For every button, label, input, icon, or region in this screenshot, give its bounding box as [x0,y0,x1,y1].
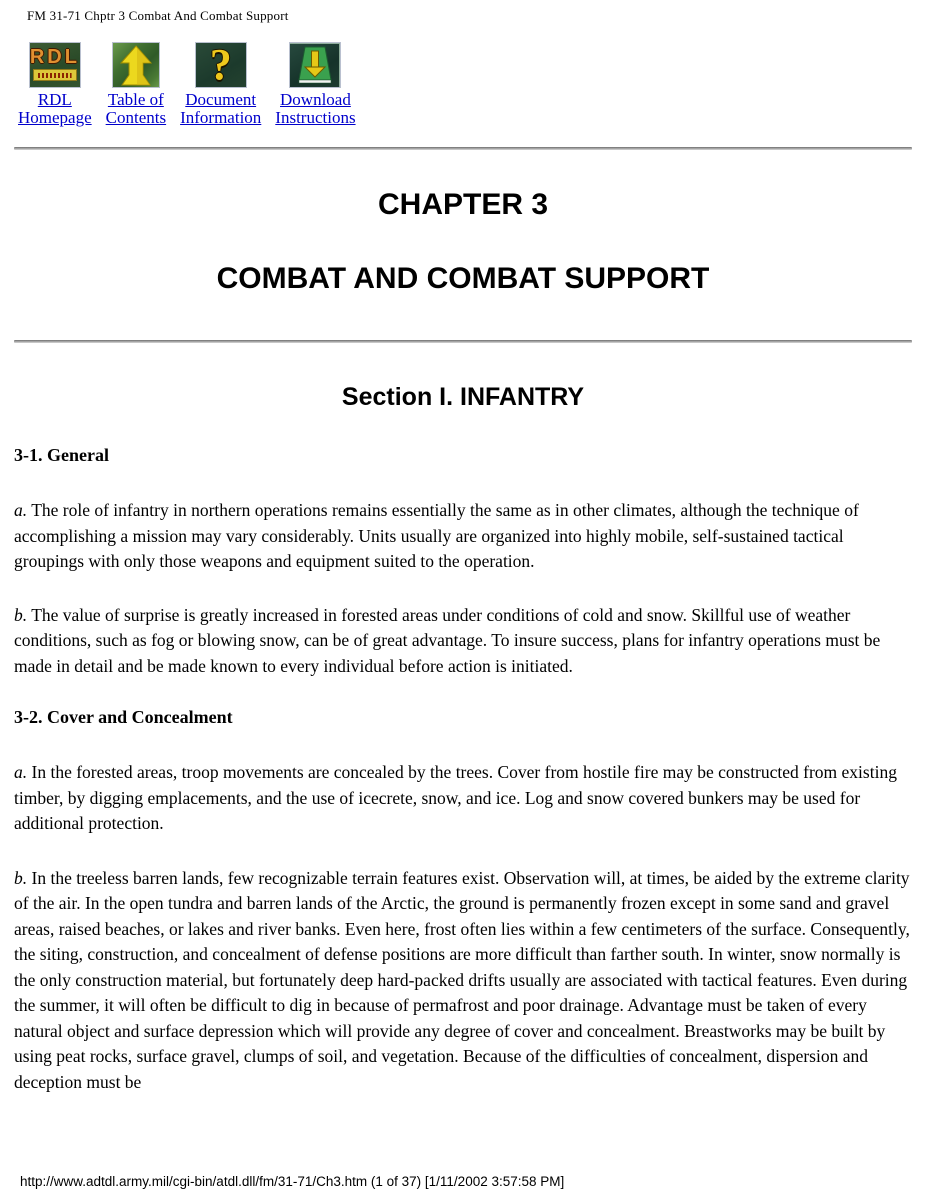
nav-label-table-of-contents[interactable]: Table of Contents [105,90,167,127]
download-arrow-glyph [290,43,340,87]
nav-link-document-information[interactable] [180,42,261,127]
question-mark-glyph: ? [209,42,232,88]
nav-label-document-information[interactable]: Document Information [180,90,262,127]
question-mark-icon[interactable] [195,42,247,88]
paragraph-lead: b. [14,867,28,888]
paragraph-lead: b. [14,604,28,625]
rdl-logo-banner [33,69,77,81]
download-arrow-icon[interactable] [289,42,341,88]
horizontal-rule-top [14,147,912,150]
paragraph-heading-3-1: 3-1. General [14,445,109,465]
horizontal-rule-middle [14,340,912,343]
chapter-title-heading: COMBAT AND COMBAT SUPPORT [216,262,710,295]
chapter-number-heading: CHAPTER 3 [377,188,549,221]
nav-link-download-instructions[interactable] [275,42,355,127]
paragraph-lead: a. [14,762,28,782]
up-arrow-icon[interactable] [112,42,160,88]
nav-bar [18,42,912,127]
nav-link-table-of-contents[interactable] [106,42,166,127]
paragraph-3-1-a [14,498,912,575]
nav-link-rdl-homepage[interactable] [18,42,92,127]
paragraph-body: In the forested areas, troop movements are concealed by the trees. Cover from hostile fire may be constructed from existing timber, by digging emplacements, and the use of icecrete, snow, and ice. Log and snow covered bunkers may be used for additional protection. [14,762,897,833]
paragraph-3-2-a [14,760,912,837]
rdl-logo-icon[interactable] [29,42,81,88]
rdl-logo-letters: RDL [29,46,80,68]
document-title: FM 31-71 Chptr 3 Combat And Combat Support [27,8,289,23]
page-footer-url: http://www.adtdl.army.mil/cgi-bin/atdl.dll/fm/31-71/Ch3.htm (1 of 37) [1/11/2002 3:57:58 PM] [20,1174,565,1189]
paragraph-body: The value of surprise is greatly increased in forested areas under conditions of cold and snow. Skillful use of weather conditions, such as fog or blowing snow, can be of great advantage. To insure success, plans for infantry operations must be made in detail and be made known to every individual before action is initiated. [14,604,881,676]
up-arrow-glyph [113,43,159,87]
paragraph-3-1-b [14,603,912,680]
nav-label-rdl-homepage[interactable]: RDL Homepage [18,90,92,127]
paragraph-body: In the treeless barren lands, few recognizable terrain features exist. Observation will, at times, be aided by the extreme clarity of the air. In the open tundra and barren lands of the Arctic, the ground is permanently frozen except in some sand and gravel areas, raised beaches, or lakes and river banks. Even here, frost often lies within a few centimeters of the surface. Consequently, the siting, construction, and concealment of defense positions are more difficult than farther south. In winter, snow normally is the only construction material, but fortunately deep hard-packed drifts usually are associated with tactical features. Even during the summer, it will often be difficult to dig in because of permafrost and poor drainage. Advantage must be taken of every natural object and surface depression which will provide any degree of cover and concealment. Breastworks may be built by using peat rocks, surface gravel, clumps of soil, and vegetation. Because of the difficulties of concealment, dispersion and deception must be [14,867,910,1092]
section-heading: Section I. INFANTRY [341,383,585,411]
paragraph-body: The role of infantry in northern operations remains essentially the same as in other climates, although the technique of accomplishing a mission may vary considerably. Units usually are organized into highly mobile, self-sustained tactical groupings with only those weapons and equipment suited to the operation. [14,500,859,571]
paragraph-lead: a. [14,500,28,520]
nav-label-download-instructions[interactable]: Download Instructions [275,90,356,127]
paragraph-3-2-b [14,866,912,1096]
paragraph-heading-3-2: 3-2. Cover and Concealment [14,707,233,727]
